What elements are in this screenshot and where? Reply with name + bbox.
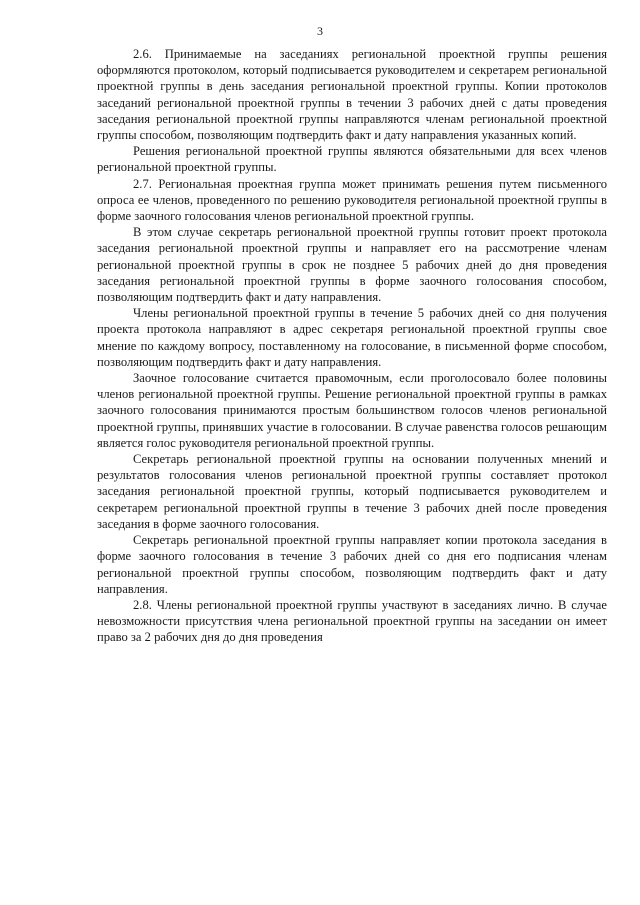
paragraph-protocol-drafting: Секретарь региональной проектной группы на основании полученных мнений и результатов голосования членов региональной проектной группы составляет протокол заседания региональной проектной группы, который подписывается руководителем и секретарем региональной проектной группы в течение 3 рабочих дней после проведения заседания в форме заочного голосования. (97, 452, 607, 531)
paragraph-2-7: 2.7. Региональная проектная группа может принимать решения путем письменного опроса ее членов, проведенного по решению руководителя региональной проектной группы в форме заочного голосования членов региональной проектной группы. (97, 176, 607, 224)
document-body (97, 46, 607, 646)
page-number: 3 (317, 24, 323, 38)
paragraph-members-opinion: Члены региональной проектной группы в течение 5 рабочих дней со дня получения проекта протокола направляют в адрес секретаря региональной проектной группы свое мнение по каждому вопросу, поставленному на голосование, в письменной форме способом, позволяющим подтвердить факт и дату направления. (97, 306, 607, 369)
paragraph-protocol-copies: Секретарь региональной проектной группы направляет копии протокола заседания в форме заочного голосования в течение 3 рабочих дней со дня его подписания членам региональной проектной группы способом, позволяющим подтвердить факт и дату направления. (97, 533, 607, 596)
paragraph-2-6: 2.6. Принимаемые на заседаниях региональной проектной группы решения оформляются протоколом, который подписывается руководителем и секретарем региональной проектной группы в день заседания региональной проектной группы. Копии протоколов заседаний региональной проектной группы в течении 3 рабочих дней с даты проведения заседания региональной проектной группы направляются членам региональной проектной группы способом, позволяющим подтвердить факт и дату направления указанных копий. (97, 47, 607, 143)
paragraph-secretary-prepares: В этом случае секретарь региональной проектной группы готовит проект протокола заседания региональной проектной группы и направляет его на рассмотрение членам региональной проектной группы в срок не позднее 5 рабочих дней до дня проведения заседания региональной проектной группы в форме заочного голосования способом, позволяющим подтвердить факт и дату направления. (97, 225, 607, 305)
paragraph-decisions-binding: Решения региональной проектной группы являются обязательными для всех членов региональной проектной группы. (97, 144, 607, 175)
paragraph-2-8: 2.8. Члены региональной проектной группы участвуют в заседаниях лично. В случае невозможности присутствия члена региональной проектной группы на заседании он имеет право за 2 рабочих дня до дня проведения (97, 597, 607, 645)
paragraph-quorum: Заочное голосование считается правомочным, если проголосовало более половины членов региональной проектной группы. Решение региональной проектной группы в рамках заочного голосования принимаются простым большинством голосов членов региональной проектной группы, принявших участие в голосовании. В случае равенства голосов решающим является голос руководителя региональной проектной группы. (97, 371, 607, 450)
